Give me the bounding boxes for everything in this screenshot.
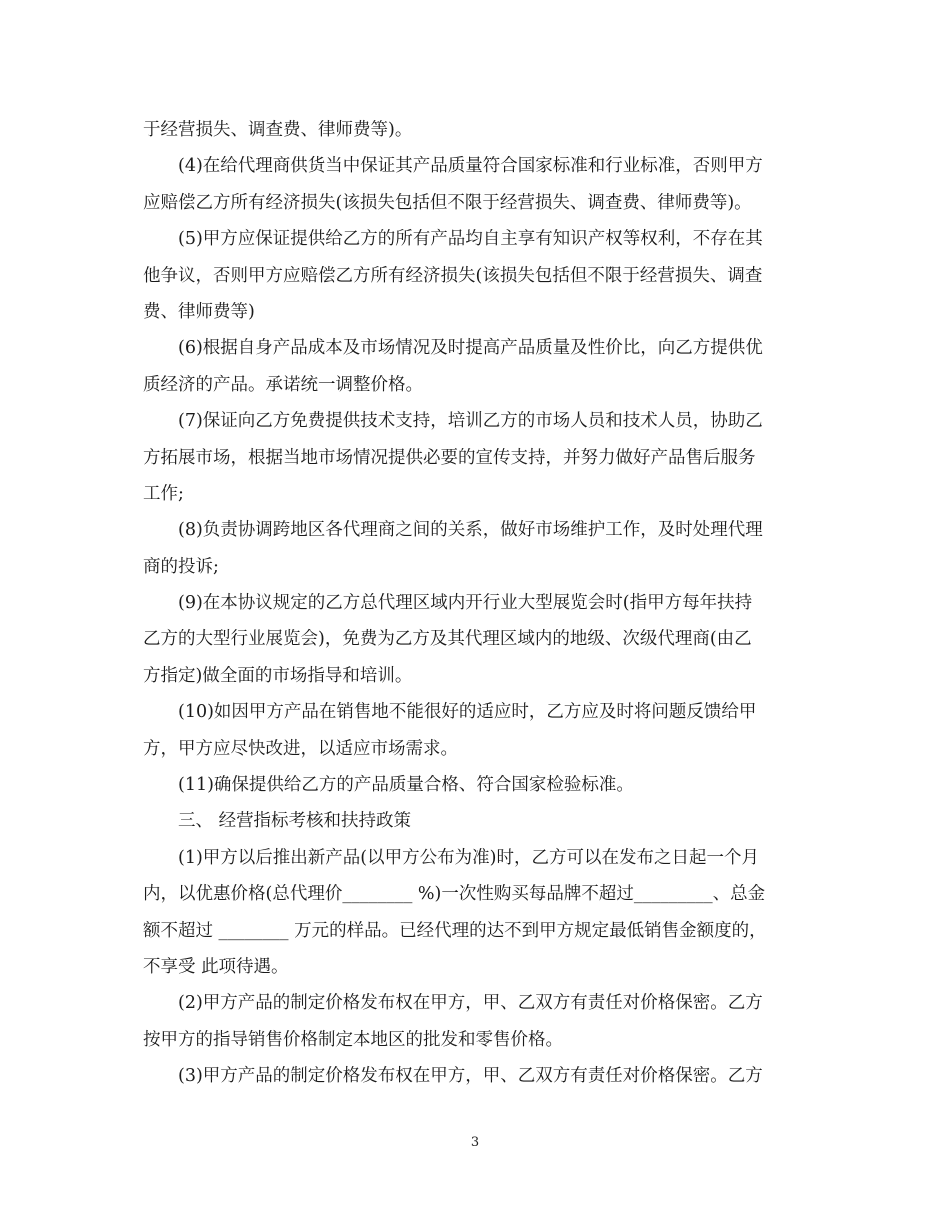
paragraph-first-line: (10)如因甲方产品在销售地不能很好的适应时，乙方应及时将问题反馈给甲 — [178, 702, 757, 723]
paragraph-line: 工作; — [143, 483, 184, 504]
page-number: 3 — [470, 1135, 480, 1150]
paragraph-line: 方，甲方应尽快改进，以适应市场需求。 — [143, 738, 458, 759]
paragraph-line: 不享受 此项待遇。 — [143, 956, 289, 977]
paragraph-line: 于经营损失、调查费、律师费等)。 — [143, 120, 413, 140]
paragraph-first-line: (1)甲方以后推出新产品(以甲方公布为准)时，乙方可以在发布之日起一个月 — [178, 847, 759, 868]
paragraph-line: 应赔偿乙方所有经济损失(该损失包括但不限于经营损失、调查费、律师费等)。 — [143, 192, 752, 213]
paragraph-line: 商的投诉; — [143, 556, 219, 577]
paragraph-first-line: (8)负责协调跨地区各代理商之间的关系，做好市场维护工作，及时处理代理 — [178, 520, 763, 541]
paragraph-line: 他争议，否则甲方应赔偿乙方所有经济损失(该损失包括但不限于经营损失、调查 — [143, 265, 763, 286]
paragraph-line: 内，以优惠价格(总代理价________ %)一次性购买每品牌不超过_________、总金 — [143, 884, 766, 905]
paragraph-first-line: 三、 经营指标考核和扶持政策 — [178, 811, 412, 832]
paragraph-line: 按甲方的指导销售价格制定本地区的批发和零售价格。 — [143, 1029, 563, 1050]
document-body — [143, 112, 807, 1095]
paragraph-first-line: (3)甲方产品的制定价格发布权在甲方，甲、乙双方有责任对价格保密。乙方 — [178, 1066, 763, 1087]
paragraph-first-line: (6)根据自身产品成本及市场情况及时提高产品质量及性价比，向乙方提供优 — [178, 338, 763, 359]
paragraph-first-line: (4)在给代理商供货当中保证其产品质量符合国家标准和行业标准，否则甲方 — [178, 156, 763, 177]
paragraph-first-line: (2)甲方产品的制定价格发布权在甲方，甲、乙双方有责任对价格保密。乙方 — [178, 993, 763, 1014]
paragraph-line: 费、律师费等) — [143, 301, 255, 322]
paragraph-line: 乙方的大型行业展览会)，免费为乙方及其代理区域内的地级、次级代理商(由乙 — [143, 629, 752, 650]
paragraph-line: 方指定)做全面的市场指导和培训。 — [143, 665, 413, 686]
paragraph-line: 方拓展市场，根据当地市场情况提供必要的宣传支持，并努力做好产品售后服务 — [143, 447, 756, 468]
paragraph-first-line: (5)甲方应保证提供给乙方的所有产品均自主享有知识产权等权利，不存在其 — [178, 229, 763, 250]
paragraph-first-line: (11)确保提供给乙方的产品质量合格、符合国家检验标准。 — [178, 775, 634, 796]
paragraph-line: 质经济的产品。承诺统一调整价格。 — [143, 374, 423, 395]
paragraph-first-line: (9)在本协议规定的乙方总代理区域内开行业大型展览会时(指甲方每年扶持 — [178, 593, 753, 614]
paragraph-first-line: (7)保证向乙方免费提供技术支持，培训乙方的市场人员和技术人员，协助乙 — [178, 411, 763, 432]
paragraph-line: 额不超过 ________ 万元的样品。已经代理的达不到甲方规定最低销售金额度的， — [143, 920, 767, 941]
